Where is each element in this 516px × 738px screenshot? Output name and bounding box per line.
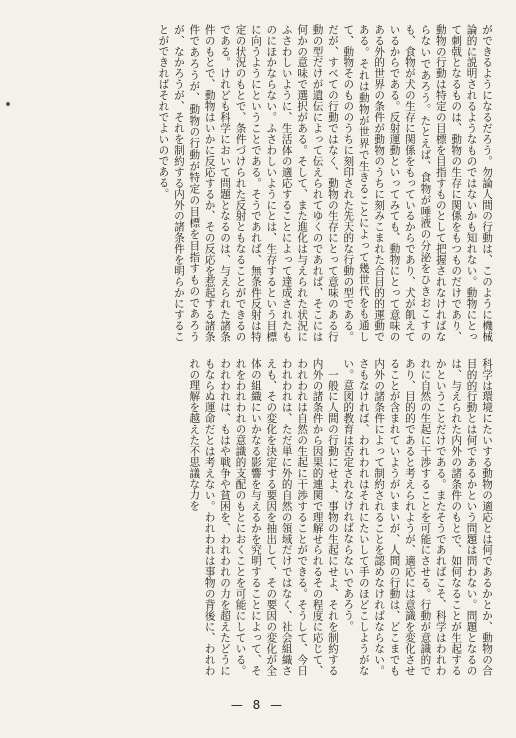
margin-mark — [6, 102, 10, 106]
text-block-bottom: 科学は環境にたいする動物の適応とは何であるかとか、動物の合目的的行動とは何であるかという問題は問わない。問題となるのは、与えられた内外の諸条件のもとで、如何なることが生起するかということだけである。またそうであればこそ、科学はわれわれに自然の生起に干渉することを可能にさせる。行動が意識的であり、目的的であると考えられようが、適応には意識を変化させることが含まれていようがいまいが、人間の行動は、どこまでも内外の諸条件によって制約されることを認めなければならない。さもなければ、われわれはそれにたいして手のほどこしようがない。意図的教育は否定されなければならないであろう。 一般に人間の行動にせよ、事物の生起にせよ、それを制約する内外の諸条件から因果的連関で理解せられるその程度に応じて、われわれは自然の生起に干渉することができる。そうして、今日われわれは、ただ単に外的自然の領域だけではなく、社会組織さえも、その変化を決定する要因を抽出して、その要因の変化が全体の組織にいかなる影響を与えるかを究明することによって、それをわれわれの意識的支配のもとにおくことを可能にしている。われわれは、もはや戦争や貧困を、われわれの力を超えたどうにもならぬ運命だとは考えない。われわれは事物の背後に、われわれの理解を越えた不思議な力を — [188, 358, 493, 676]
page-number: — 8 — — [230, 698, 286, 712]
text-block-top: ができるようになるだろう。勿論人間の行動は、このように機械論的に説明されるようなものではないかも知れない。動物にとって刺戟となるものは、動物の生存に関係をもつものだけであり、動物の行動は特定の目標を目指すものとして把握されなければならないであろう。たとえば、食物が唾液の分泌をひきおこすのも、食物が犬の生存に関係をもっているからであり、犬が飢えているからである。反射運動といってみても、動物にとって意味のある外的世界の条件が動物のうちに刻みこまれた合目的的運動である。それは動物が世界で生きることによって幾世代をも通して、動物そのもののうちに刻印された先天的な行動の型である。だが、すべての行動ではなく、動物の生存にとって意味のある行動の型だけが遺伝によって伝えられてゆくのであれば、そこには何かの意味で選択がある。そして、また進化は与えられた状況にふさわしいように、生活体の適応することによって達成されたものにほかならない。ふさわしいようにとは、生存するという目標に向うようにということである。そうであれば、無条件反射は特定の状況のもとで、条件づけられた反射ともなることができるのである。けれども科学において問題となるのは、与えられた諸条件のもとで、動物はいかに反応するか、その反応を惹起する諸条件であろうが、動物の行動が特定の目標を目指すものであろうが、なかろうが、それを制約する内外の諸条件を明らかにすることができればそれでよいのである。 — [157, 24, 493, 342]
